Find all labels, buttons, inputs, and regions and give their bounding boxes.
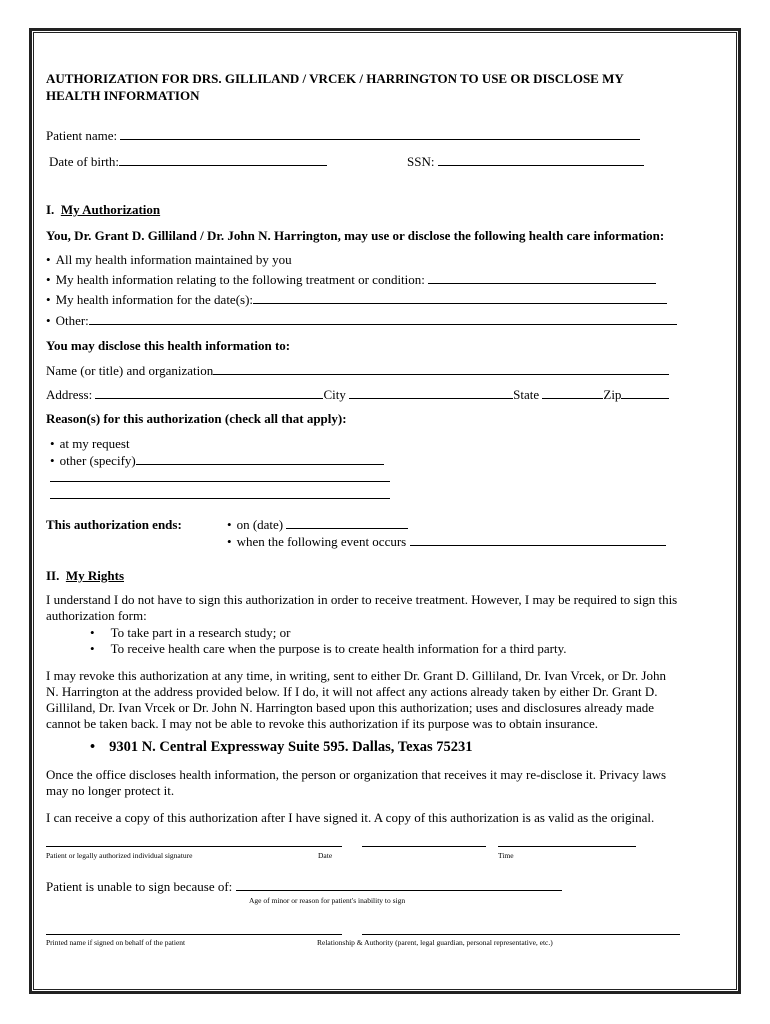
name-org-field[interactable] xyxy=(213,363,669,375)
auth-item-all: • All my health information maintained by you xyxy=(46,252,292,268)
sign-time-field[interactable] xyxy=(498,846,636,847)
section2-number: II. xyxy=(46,568,60,583)
ssn-label: SSN: xyxy=(407,154,435,169)
state-label: State xyxy=(513,387,540,402)
unable-to-sign-row xyxy=(46,879,562,895)
zip-label: Zip xyxy=(603,387,622,402)
rights-para1-line1: I understand I do not have to sign this authorization in order to receive treatment. However, I may be required to sign this xyxy=(46,592,678,607)
relationship-caption: Relationship & Authority (parent, legal guardian, personal representative, etc.) xyxy=(317,938,553,947)
other-field[interactable] xyxy=(89,313,677,325)
name-org-row xyxy=(46,363,669,379)
section2-title: My Rights xyxy=(65,568,125,583)
reasons-heading: Reason(s) for this authorization (check all that apply): xyxy=(46,411,347,426)
unable-reason-field[interactable] xyxy=(236,879,562,891)
auth-item-treatment: • My health information relating to the following treatment or condition: xyxy=(46,272,656,288)
ends-label: This authorization ends: xyxy=(46,517,182,532)
ssn-row xyxy=(407,154,644,170)
treatment-field[interactable] xyxy=(428,272,656,284)
section1-heading xyxy=(46,202,160,218)
date-caption: Date xyxy=(318,851,333,860)
relationship-field[interactable] xyxy=(362,934,680,935)
rights-para1-line2: authorization form: xyxy=(46,608,147,623)
time-caption: Time xyxy=(498,851,514,860)
address-field[interactable] xyxy=(95,387,323,399)
address-label: Address: xyxy=(46,387,93,402)
printed-name-field[interactable] xyxy=(46,934,342,935)
sign-date-field[interactable] xyxy=(362,846,486,847)
ends-date-field[interactable] xyxy=(286,517,408,529)
city-label: City xyxy=(323,387,346,402)
auth-item-other: • Other: xyxy=(46,313,677,329)
rights-bullet-third-party: • To receive health care when the purpose is to create health information for a third party. xyxy=(90,641,567,656)
dates-field[interactable] xyxy=(253,292,667,304)
dob-row xyxy=(49,154,327,170)
section1-intro: You, Dr. Grant D. Gilliland / Dr. John N. Harrington, may use or disclose the following health care information: xyxy=(46,228,665,243)
reason-other[interactable]: • other (specify) xyxy=(50,453,384,469)
form-title-line1: AUTHORIZATION FOR DRS. GILLILAND / VRCEK / HARRINGTON TO USE OR DISCLOSE MY xyxy=(46,71,624,86)
section1-title: My Authorization xyxy=(60,202,161,217)
redisclose-line1: Once the office discloses health information, the person or organization that receives it may re-disclose it. Privacy laws xyxy=(46,767,667,782)
patient-name-row xyxy=(46,128,640,144)
rights-bullet-research: • To take part in a research study; or xyxy=(90,625,291,640)
unable-label: Patient is unable to sign because of: xyxy=(46,879,233,894)
office-address: • 9301 N. Central Expressway Suite 595. Dallas, Texas 75231 xyxy=(90,739,473,755)
city-field[interactable] xyxy=(349,387,513,399)
address-row xyxy=(46,387,669,403)
ssn-field[interactable] xyxy=(438,154,644,166)
copy-statement: I can receive a copy of this authorization after I have signed it. A copy of this authorization is as valid as the original. xyxy=(46,810,655,825)
section1-number: I. xyxy=(46,202,55,217)
revoke-line2: N. Harrington at the address provided below. If I do, it will not affect any actions already taken by either Dr. Grant D. xyxy=(46,684,658,699)
revoke-line1: I may revoke this authorization at any time, in writing, sent to either Dr. Grant D. Gilliland, Dr. Ivan Vrcek, or Dr. John xyxy=(46,668,666,683)
unable-caption: Age of minor or reason for patient's inability to sign xyxy=(249,896,406,905)
disclose-to-heading: You may disclose this health information to: xyxy=(46,338,291,353)
signature-field[interactable] xyxy=(46,846,342,847)
dob-label: Date of birth: xyxy=(49,154,120,169)
revoke-line4: cannot be taken back. I may not be able to revoke this authorization if its purpose was to obtain insurance. xyxy=(46,716,598,731)
patient-name-label: Patient name: xyxy=(46,128,118,143)
redisclose-line2: may no longer protect it. xyxy=(46,783,175,798)
section2-heading xyxy=(46,568,124,584)
printed-name-caption: Printed name if signed on behalf of the patient xyxy=(46,938,186,947)
form-title-line2: HEALTH INFORMATION xyxy=(46,88,200,103)
reason-at-request[interactable]: • at my request xyxy=(50,436,130,452)
reason-other-line2[interactable] xyxy=(50,481,390,482)
state-field[interactable] xyxy=(542,387,603,399)
revoke-line3: Gilliland, Dr. Ivan Vrcek or Dr. John N. Harrington based upon this authorization; uses and disclosures already made xyxy=(46,700,655,715)
ends-event[interactable]: • when the following event occurs xyxy=(227,534,666,550)
patient-name-field[interactable] xyxy=(120,128,640,140)
name-org-label: Name (or title) and organization xyxy=(46,363,214,378)
signature-caption: Patient or legally authorized individual signature xyxy=(46,851,193,860)
zip-field[interactable] xyxy=(621,387,669,399)
ends-event-field[interactable] xyxy=(410,534,666,546)
auth-item-dates: • My health information for the date(s): xyxy=(46,292,667,308)
dob-field[interactable] xyxy=(119,154,327,166)
reason-other-line3[interactable] xyxy=(50,498,390,499)
ends-on-date[interactable]: • on (date) xyxy=(227,517,408,533)
reason-other-field[interactable] xyxy=(136,453,384,465)
